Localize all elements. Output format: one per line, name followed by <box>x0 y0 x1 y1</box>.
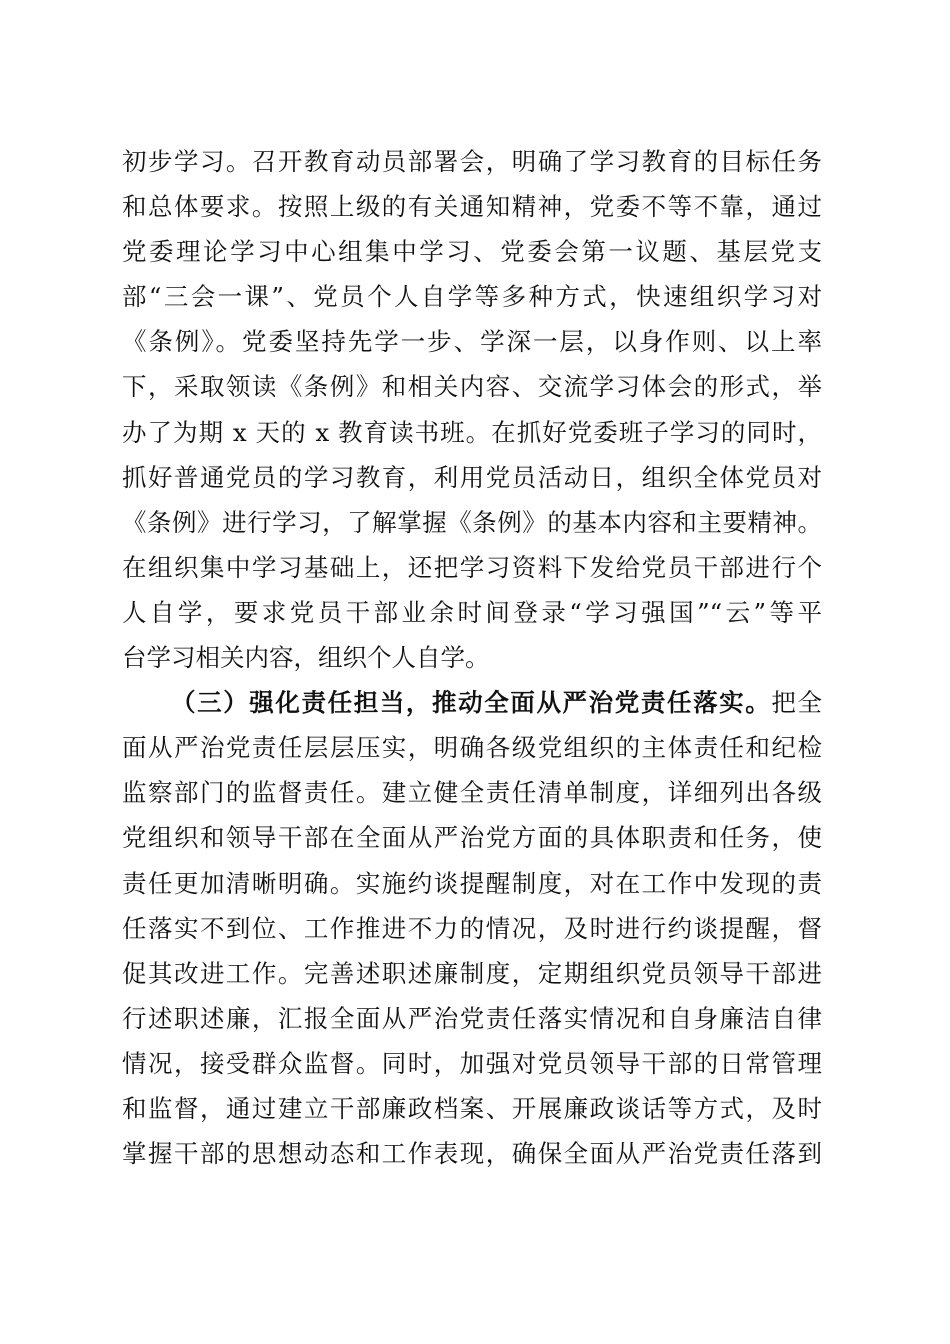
section-heading: （三）强化责任担当，推动全面从严治党责任落实。 <box>171 688 772 718</box>
section-heading-tail: 把全 <box>771 688 822 718</box>
text-line: 人自学，要求党员干部业余时间登录“学习强国”“云”等平 <box>122 597 822 627</box>
text-line: 和总体要求。按照上级的有关通知精神，党委不等不靠，通过 <box>122 192 822 222</box>
text-line: 任落实不到位、工作推进不力的情况，及时进行约谈提醒，督 <box>122 913 822 943</box>
body-text <box>122 139 822 1176</box>
text-line: 在组织集中学习基础上，还把学习资料下发给党员干部进行个 <box>122 552 822 582</box>
text-line: 抓好普通党员的学习教育，利用党员活动日，组织全体党员对 <box>122 462 822 492</box>
text-line: 部“三会一课”、党员个人自学等多种方式，快速组织学习对 <box>122 282 822 312</box>
text-line: 初步学习。召开教育动员部署会，明确了学习教育的目标任务 <box>122 147 822 176</box>
text-line: 面从严治党责任层层压实，明确各级党组织的主体责任和纪检 <box>122 733 822 763</box>
text-line: 掌握干部的思想动态和工作表现，确保全面从严治党责任落到 <box>122 1139 822 1169</box>
text-line: 行述职述廉，汇报全面从严治党责任落实情况和自身廉洁自律 <box>122 1003 822 1033</box>
text-line: 《条例》。党委坚持先学一步、学深一层，以身作则、以上率 <box>122 327 822 357</box>
text-line: 情况，接受群众监督。同时，加强对党员领导干部的日常管理 <box>122 1048 822 1078</box>
text-line: 责任更加清晰明确。实施约谈提醒制度，对在工作中发现的责 <box>122 868 822 898</box>
section-heading-line <box>122 680 822 725</box>
text-line: 台学习相关内容，组织个人自学。 <box>122 643 490 673</box>
text-line: 和监督，通过建立干部廉政档案、开展廉政谈话等方式，及时 <box>122 1093 822 1123</box>
text-line: 党委理论学习中心组集中学习、党委会第一议题、基层党支 <box>122 237 822 267</box>
text-line: 办了为期 x 天的 x 教育读书班。在抓好党委班子学习的同时， <box>122 417 822 447</box>
text-line: 下，采取领读《条例》和相关内容、交流学习体会的形式，举 <box>122 372 822 402</box>
text-line: 《条例》进行学习，了解掌握《条例》的基本内容和主要精神。 <box>122 507 822 537</box>
text-line: 党组织和领导干部在全面从严治党方面的具体职责和任务，使 <box>122 823 822 853</box>
text-line: 监察部门的监督责任。建立健全责任清单制度，详细列出各级 <box>122 778 822 808</box>
text-line: 促其改进工作。完善述职述廉制度，定期组织党员领导干部进 <box>122 958 822 988</box>
